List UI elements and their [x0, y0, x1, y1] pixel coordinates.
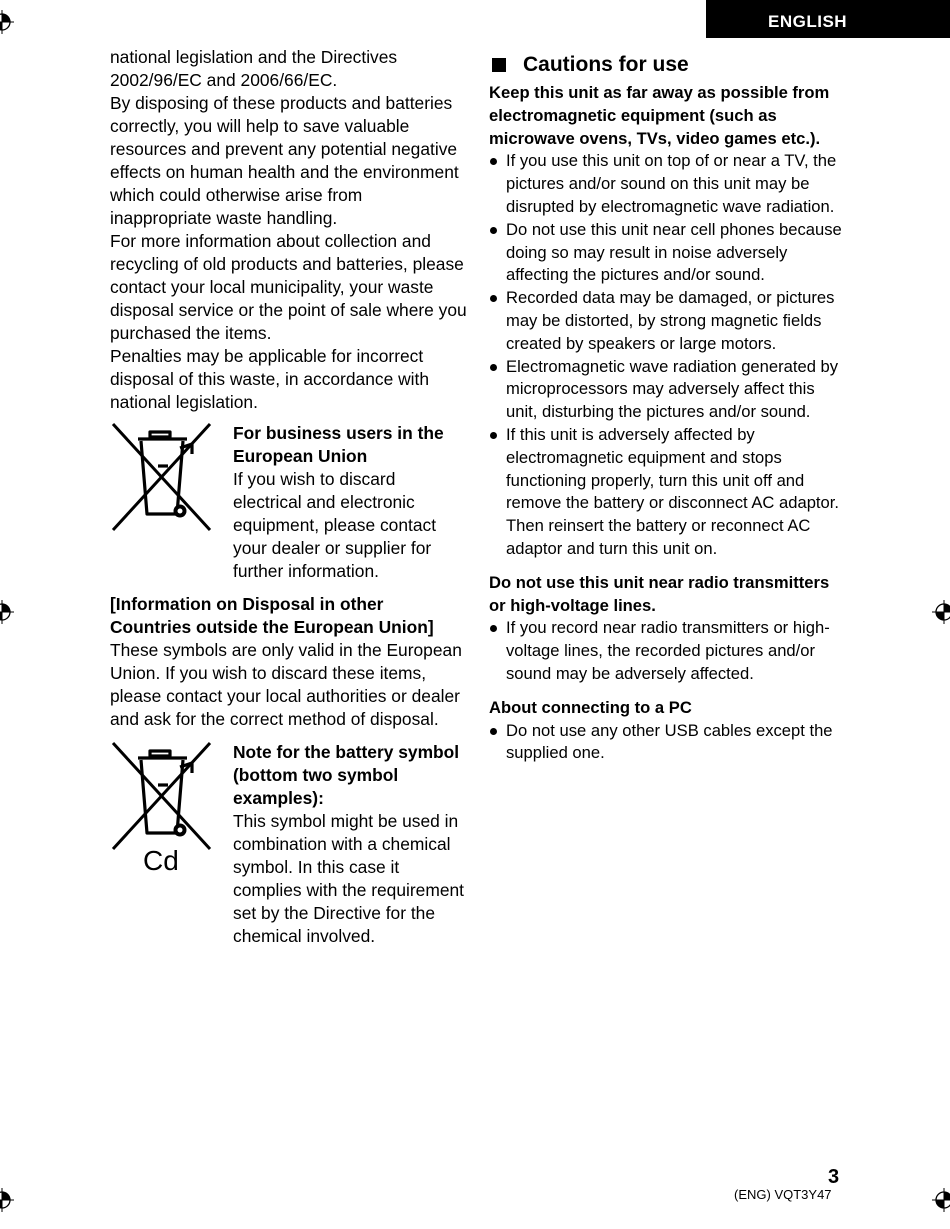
bullet-dot-icon	[490, 728, 497, 735]
registration-mark-middle-right	[932, 600, 950, 624]
list-item: If you record near radio transmitters or high-voltage lines, the recorded pictures and/or sound may be adversely affected.	[489, 617, 849, 685]
battery-symbol-block	[110, 741, 468, 948]
registration-mark-middle-left	[0, 600, 14, 624]
disposal-paragraph-2: By disposing of these products and batteries correctly, you will help to save valuable resources and prevent any potential negative effects on human health and the environment which could otherwise arise from inappropriate waste handling.	[110, 93, 459, 228]
business-users-body: If you wish to discard electrical and electronic equipment, please contact your dealer or supplier for further information.	[233, 469, 437, 581]
pc-connection-heading: About connecting to a PC	[489, 697, 692, 717]
bullet-dot-icon	[490, 364, 497, 371]
list-item: Do not use this unit near cell phones because doing so may result in noise adversely affecting the pictures and/or sound.	[489, 219, 849, 287]
chemical-symbol-label: Cd	[143, 845, 179, 876]
radio-transmitters-list	[489, 617, 849, 685]
square-bullet-icon	[492, 58, 506, 72]
right-column	[489, 52, 849, 765]
battery-note-body: This symbol might be used in combination with a chemical symbol. In this case it complies with the requirement set by the Directive for the chemical involved.	[233, 811, 465, 946]
crossed-out-wheelie-bin-icon	[110, 422, 218, 534]
outside-eu-title: [Information on Disposal in other Countries outside the European Union]	[110, 594, 434, 637]
page-number: 3	[828, 1166, 840, 1188]
language-tab: ENGLISH	[706, 0, 950, 38]
business-users-block	[110, 422, 468, 583]
disposal-paragraph-3: For more information about collection and recycling of old products and batteries, please contact your local municipality, your waste disposal service or the point of sale where you purchased the items.	[110, 231, 467, 343]
business-users-title: For business users in the European Union	[233, 423, 444, 466]
registration-mark-top-left	[0, 10, 14, 34]
cautions-title: Cautions for use	[523, 53, 689, 76]
disposal-paragraph-4: Penalties may be applicable for incorrect disposal of this waste, in accordance with national legislation.	[110, 346, 429, 412]
pc-connection-list	[489, 720, 849, 766]
bullet-dot-icon	[490, 432, 497, 439]
list-item: Electromagnetic wave radiation generated by microprocessors may adversely affect this unit, disturbing the pictures and/or sound.	[489, 356, 849, 424]
list-item: Do not use any other USB cables except the supplied one.	[489, 720, 849, 766]
crossed-out-battery-bin-icon	[110, 741, 218, 853]
cautions-intro: Keep this unit as far away as possible from electromagnetic equipment (such as microwave ovens, TVs, video games etc.).	[489, 83, 830, 148]
bullet-dot-icon	[490, 158, 497, 165]
cautions-heading	[489, 52, 849, 78]
registration-mark-bottom-right	[932, 1188, 950, 1212]
left-column	[110, 46, 468, 948]
battery-note-title: Note for the battery symbol (bottom two symbol examples):	[233, 742, 460, 808]
cautions-list	[489, 150, 849, 560]
radio-transmitters-heading: Do not use this unit near radio transmitters or high-voltage lines.	[489, 572, 830, 615]
bullet-dot-icon	[490, 295, 497, 302]
list-item: Recorded data may be damaged, or pictures may be distorted, by strong magnetic fields created by speakers or large motors.	[489, 287, 849, 355]
bullet-dot-icon	[490, 227, 497, 234]
registration-mark-bottom-left	[0, 1188, 14, 1212]
list-item: If this unit is adversely affected by electromagnetic equipment and stops functioning properly, turn this unit off and remove the battery or disconnect AC adaptor. Then reinsert the battery or reconnect AC adaptor and turn this unit on.	[489, 424, 849, 561]
bullet-dot-icon	[490, 625, 497, 632]
outside-eu-body: These symbols are only valid in the European Union. If you wish to discard these items, please contact your local authorities or dealer and ask for the correct method of disposal.	[110, 640, 462, 729]
disposal-paragraph-1: national legislation and the Directives 2002/96/EC and 2006/66/EC.	[110, 47, 398, 90]
registration-mark-top-right	[930, 10, 950, 34]
document-code: (ENG) VQT3Y47	[734, 1187, 832, 1202]
list-item: If you use this unit on top of or near a TV, the pictures and/or sound on this unit may be disrupted by electromagnetic wave radiation.	[489, 150, 849, 218]
